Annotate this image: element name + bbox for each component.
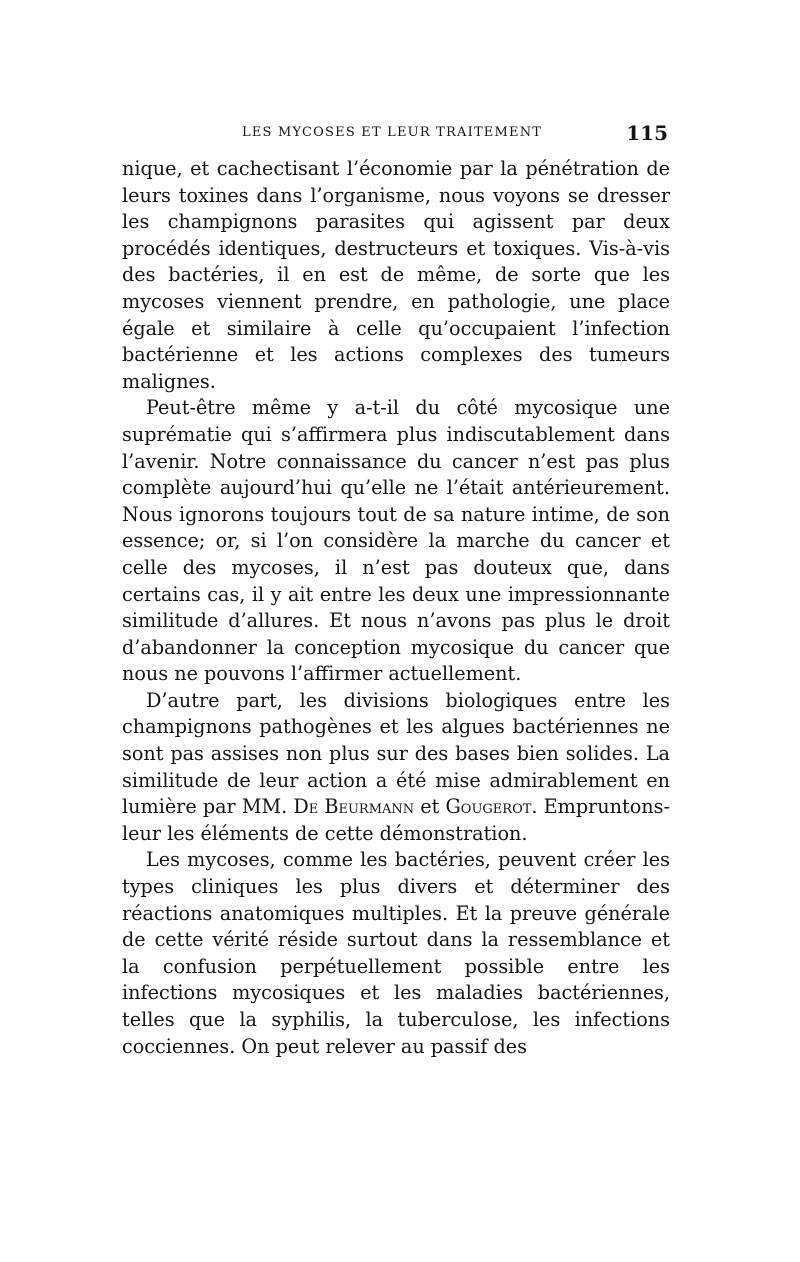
paragraph-3 xyxy=(122,688,670,848)
paragraph-1: nique, et cachectisant l’économie par la pénétration de leurs toxines dans l’organisme, nous voyons se dresser les champignons parasites qui agissent par deux procédés identiques, destructeurs et toxiques. Vis-à-vis des bactéries, il en est de même, de sorte que les mycoses viennent prendre, en pathologie, une place égale et similaire à celle qu’occupaient l’infection bactérienne et les actions complexes des tumeurs malignes. xyxy=(122,157,670,393)
body-text xyxy=(122,156,670,1060)
conjunction: et xyxy=(420,795,440,819)
running-head xyxy=(122,118,670,148)
book-page xyxy=(122,118,670,1060)
paragraph-4: Les mycoses, comme les bactéries, peuvent créer les types cliniques les plus divers et déterminer des réactions anatomiques multiples. Et la preuve générale de cette vérité réside surtout dans la ressemblance et la confusion perpétuellement possible entre les infections mycosiques et les maladies bactériennes, telles que la syphilis, la tuberculose, les infections cocciennes. On peut relever au passif des xyxy=(122,848,670,1058)
paragraph-3-text: D’autre part, les divisions biologiques entre les champignons pathogènes et les algues bactériennes ne sont pas assises non plus sur des bases bien solides. La similitude de leur action a été mise admirablement en lumière par MM. xyxy=(122,688,670,819)
author-name-de-beurmann: De Beurmann xyxy=(293,795,415,819)
running-title: LES MYCOSES ET LEUR TRAITEMENT xyxy=(242,125,543,140)
paragraph-3-tail: . Empruntons-leur les éléments de cette démonstration. xyxy=(122,795,670,845)
page-number: 115 xyxy=(626,121,668,145)
paragraph-2: Peut-être même y a-t-il du côté mycosique une suprématie qui s’affirmera plus indiscutablement dans l’avenir. Notre connaissance du cancer n’est pas plus complète aujourd’hui qu’elle ne l’était antérieurement. Nous ignorons toujours tout de sa nature intime, de son essence; or, si l’on considère la marche du cancer et celle des mycoses, il n’est pas douteux que, dans certains cas, il y ait entre les deux une impressionnante similitude d’allures. Et nous n’avons pas plus le droit d’abandonner la conception mycosique du cancer que nous ne pouvons l’affirmer actuellement. xyxy=(122,396,670,686)
author-name-gougerot: Gougerot xyxy=(445,795,532,819)
